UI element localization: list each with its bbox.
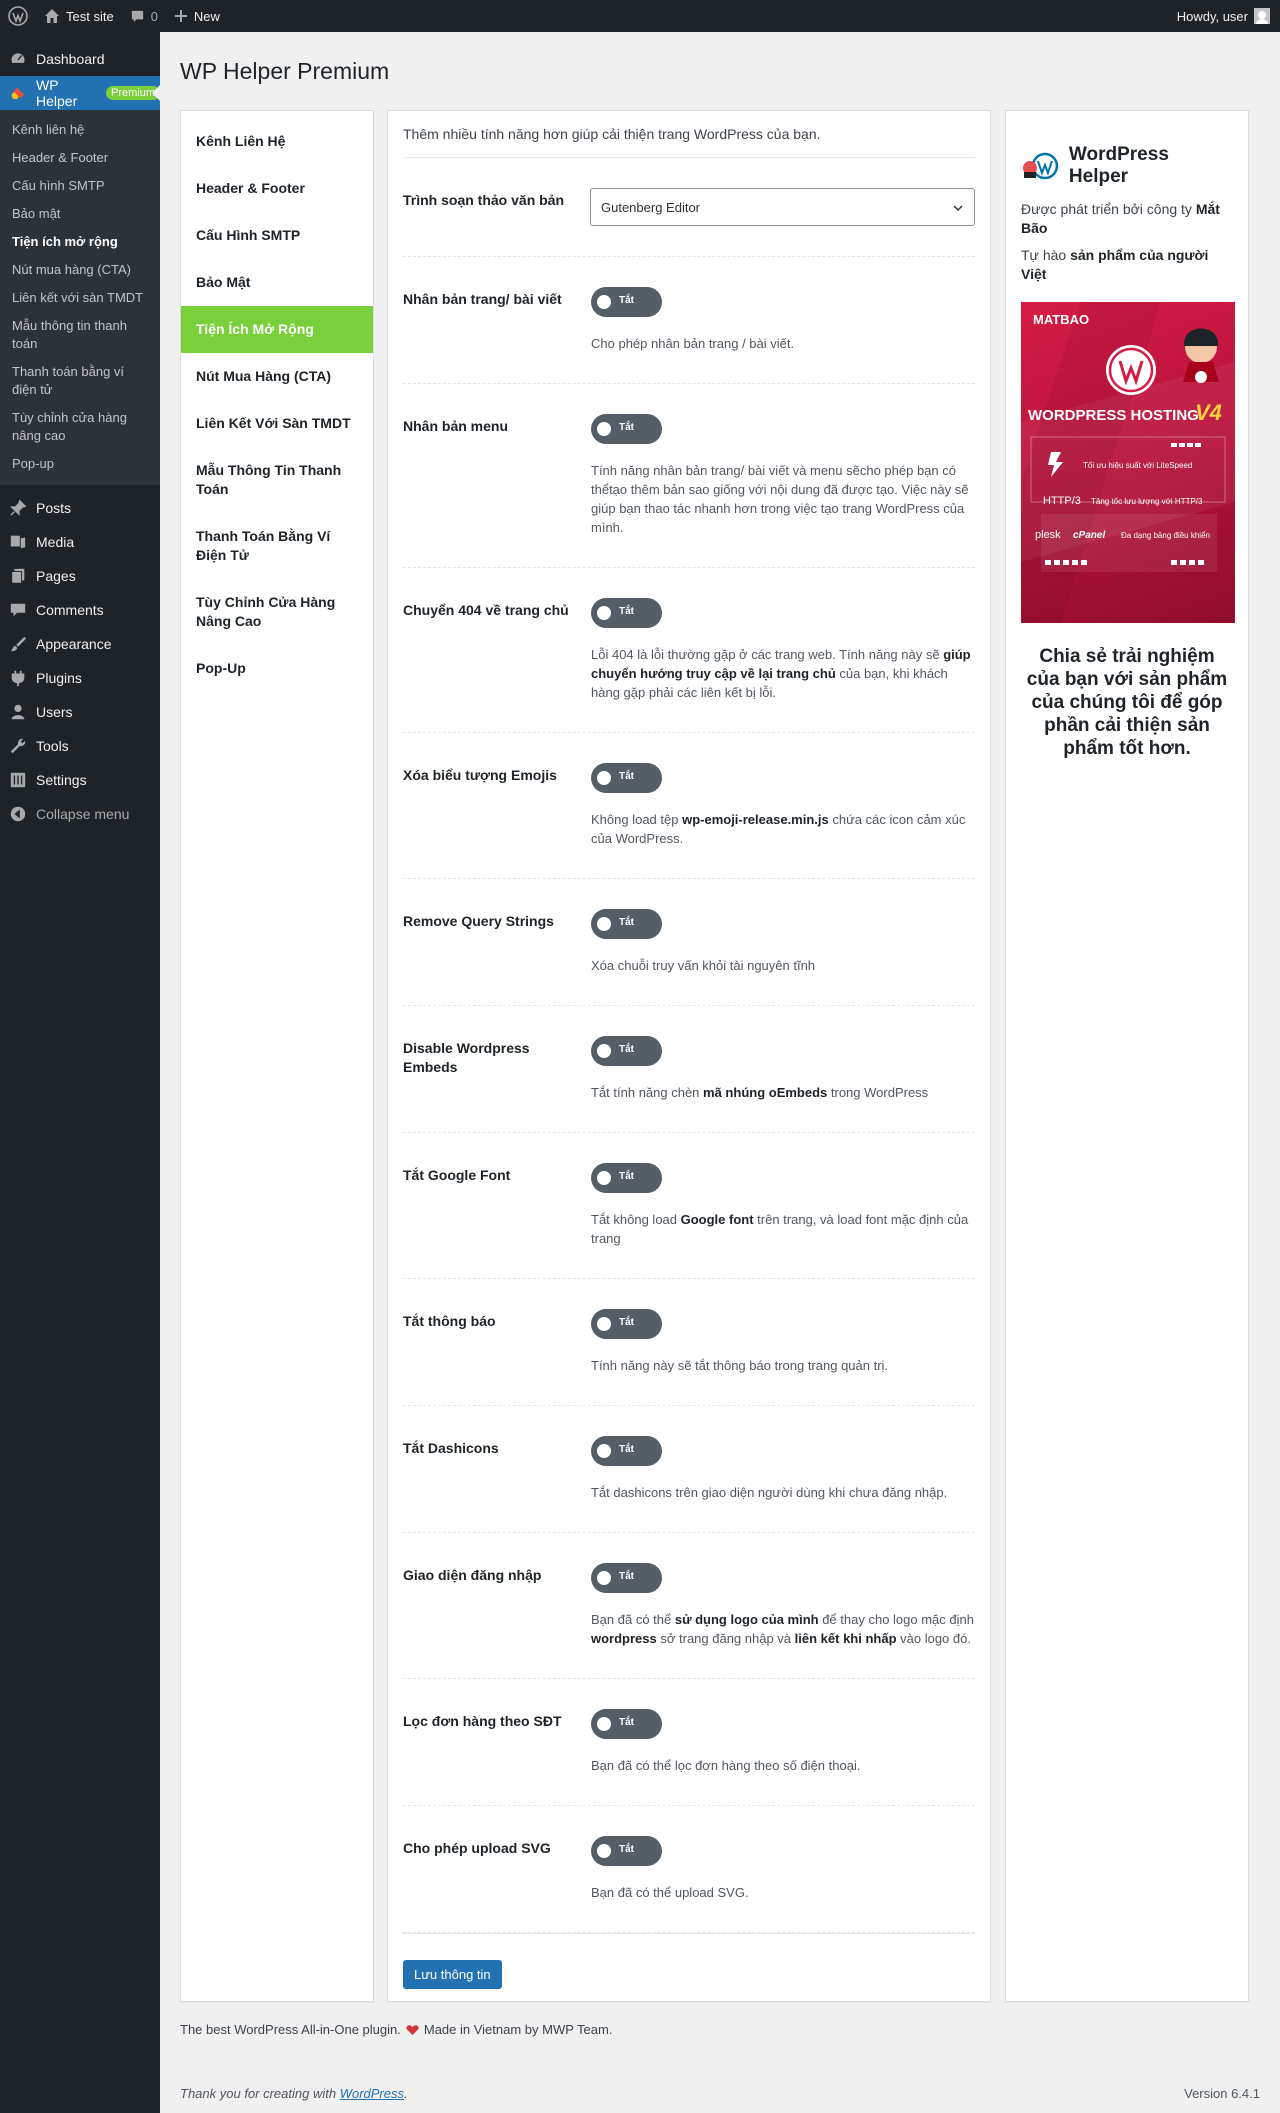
setting-row-editor	[403, 158, 975, 257]
query-strings-toggle[interactable]	[591, 909, 662, 939]
menu-settings-label: Settings	[36, 772, 87, 788]
toggle-state: Tắt	[619, 1717, 634, 1728]
menu-wphelper-label: WP Helper	[36, 77, 78, 109]
setting-label: Cho phép upload SVG	[403, 1840, 551, 1856]
setting-row-query-strings	[403, 879, 975, 1006]
setting-row-google-font	[403, 1133, 975, 1279]
premium-badge: Premium	[106, 86, 160, 100]
setting-desc: Không load tệp wp-emoji-release.min.js chứa các icon cảm xúc của WordPress.	[591, 812, 966, 846]
collapse-menu-label: Collapse menu	[36, 806, 130, 822]
wordpress-logo-icon[interactable]	[0, 0, 36, 32]
dashicons-toggle[interactable]	[591, 1436, 662, 1466]
setting-desc: Bạn đã có thể upload SVG.	[591, 1885, 749, 1900]
wphelper-logo-icon	[1021, 150, 1061, 182]
hosting-banner[interactable]	[1021, 302, 1235, 623]
setting-desc: Tắt dashicons trên giao diện người dùng khi chưa đăng nhập.	[591, 1485, 948, 1500]
settings-panel	[387, 110, 991, 2002]
banner-title: WORDPRESS HOSTING	[1028, 407, 1199, 424]
site-name: Test site	[66, 8, 114, 24]
home-icon	[44, 8, 60, 24]
setting-row-order-phone-filter	[403, 1679, 975, 1806]
menu-users[interactable]	[0, 695, 160, 729]
menu-plugins-label: Plugins	[36, 670, 82, 686]
toggle-state: Tắt	[619, 1444, 634, 1455]
setting-row-duplicate-menu	[403, 384, 975, 568]
menu-media[interactable]	[0, 525, 160, 559]
setting-label: Tắt Dashicons	[403, 1440, 499, 1456]
menu-appearance-label: Appearance	[36, 636, 112, 652]
tab-contact[interactable]: Kênh Liên Hệ	[196, 133, 286, 149]
tab-header-footer[interactable]: Header & Footer	[196, 180, 305, 196]
banner-cpanel: cPanel	[1073, 530, 1106, 541]
setting-row-duplicate-post	[403, 257, 975, 384]
google-font-toggle[interactable]	[591, 1163, 662, 1193]
setting-desc: Lỗi 404 là lỗi thường gặp ở các trang web. Tính năng này sẽ giúp chuyển hướng truy cập về lại trang chủ của bạn, khi khách hàng gặp phải các liên kết bị lỗi.	[591, 647, 971, 700]
tab-smtp[interactable]: Cấu Hình SMTP	[196, 227, 301, 243]
wp-version: Version 6.4.1	[1184, 2086, 1260, 2101]
setting-label: Nhân bản trang/ bài viết	[403, 291, 562, 307]
setting-desc: Tính năng này sẽ tắt thông báo trong trang quản trị.	[591, 1358, 889, 1373]
menu-dashboard[interactable]	[0, 42, 160, 76]
notifications-toggle[interactable]	[591, 1309, 662, 1339]
menu-settings[interactable]	[0, 763, 160, 797]
menu-users-label: Users	[36, 704, 73, 720]
toggle-state: Tắt	[619, 1317, 634, 1328]
brand-name: WordPress Helper	[1068, 144, 1169, 187]
toggle-state: Tắt	[619, 1844, 634, 1855]
setting-desc: Xóa chuỗi truy vấn khỏi tài nguyên tĩnh	[591, 958, 816, 973]
toggle-state: Tắt	[619, 1044, 634, 1055]
plugin-footer-note	[180, 2022, 612, 2037]
setting-desc: Bạn đã có thể lọc đơn hàng theo số điện thoại.	[591, 1758, 861, 1773]
menu-pages[interactable]	[0, 559, 160, 593]
banner-version: V4	[1195, 400, 1222, 425]
banner-feature-1: Tối ưu hiệu suất với LiteSpeed	[1083, 461, 1193, 470]
plugin-info-panel	[1005, 110, 1249, 2002]
submenu-item[interactable]: Tùy chỉnh cửa hàng nâng cao	[12, 410, 127, 443]
tab-ewallet[interactable]: Thanh Toán Bằng Ví Điện Tử	[196, 528, 331, 563]
chevron-down-icon	[952, 202, 964, 214]
my-account[interactable]	[1177, 8, 1280, 24]
banner-feature-2: Tăng tốc lưu lượng với HTTP/3	[1091, 497, 1203, 506]
login-ui-toggle[interactable]	[591, 1563, 662, 1593]
avatar	[1254, 8, 1270, 24]
setting-desc: Tắt tính năng chèn mã nhúng oEmbeds trong WordPress	[591, 1085, 929, 1100]
plus-icon	[174, 9, 188, 23]
tab-extensions[interactable]: Tiện Ích Mở Rộng	[181, 306, 373, 353]
embeds-toggle[interactable]	[591, 1036, 662, 1066]
svg-upload-toggle[interactable]	[591, 1836, 662, 1866]
tab-store-custom[interactable]: Tùy Chỉnh Cửa Hàng Nâng Cao	[196, 594, 336, 629]
pin-icon	[9, 499, 27, 517]
toggle-state: Tắt	[619, 1171, 634, 1182]
editor-select-value: Gutenberg Editor	[601, 199, 701, 215]
menu-media-label: Media	[36, 534, 75, 550]
duplicate-menu-toggle[interactable]	[591, 414, 662, 444]
dashboard-icon	[9, 50, 27, 68]
setting-desc: Cho phép nhân bản trang / bài viết.	[591, 336, 795, 351]
howdy-text: Howdy, user	[1176, 8, 1248, 24]
paintbrush-icon	[9, 635, 27, 653]
menu-dashboard-label: Dashboard	[36, 51, 105, 67]
collapse-icon	[9, 805, 27, 823]
page-title: WP Helper Premium	[180, 58, 390, 84]
banner-logo: MATBAO	[1033, 312, 1090, 327]
banner-http3: HTTP/3	[1043, 495, 1081, 507]
toggle-state: Tắt	[619, 606, 634, 617]
menu-comments[interactable]	[0, 593, 160, 627]
site-name-link[interactable]	[36, 0, 122, 32]
setting-label: Remove Query Strings	[403, 913, 554, 929]
tab-security[interactable]: Bảo Mật	[196, 274, 251, 290]
new-content-link[interactable]	[166, 0, 228, 32]
tab-payment-info[interactable]: Mẫu Thông Tin Thanh Toán	[196, 462, 342, 497]
share-feedback-text: Chia sẻ trải nghiệm của bạn với sản phẩm của chúng tôi để góp phần cải thiện sản phẩm tốt hơn.	[1026, 646, 1228, 759]
duplicate-post-toggle[interactable]	[591, 287, 662, 317]
submenu-item[interactable]: Nút mua hàng (CTA)	[12, 262, 131, 277]
banner-feature-3: Đa dạng bảng điều khiển	[1121, 531, 1210, 540]
menu-wphelper[interactable]	[0, 76, 160, 110]
setting-row-notifications	[403, 1279, 975, 1406]
hosting-banner-art	[1021, 302, 1235, 623]
users-icon	[9, 703, 27, 721]
footer-thanks: Thank you for creating with WordPress.	[180, 2086, 408, 2101]
tab-popup[interactable]: Pop-Up	[196, 660, 246, 676]
setting-label: Chuyển 404 về trang chủ	[403, 602, 569, 618]
toggle-state: Tắt	[619, 917, 634, 928]
setting-row-svg-upload	[403, 1806, 975, 1933]
footer-note-b: Made in Vietnam by MWP Team.	[423, 2022, 613, 2037]
setting-label: Xóa biểu tượng Emojis	[403, 767, 557, 783]
submenu-item[interactable]: Pop-up	[12, 456, 54, 471]
pride-line: Tự hào sản phẩm của người Việt	[1021, 247, 1209, 282]
menu-posts[interactable]	[0, 491, 160, 525]
comments-count: 0	[150, 8, 158, 24]
setting-label: Giao diện đăng nhập	[403, 1567, 542, 1583]
comments-link[interactable]	[122, 0, 166, 32]
setting-row-redirect-404	[403, 568, 975, 733]
footer-note-a: The best WordPress All-in-One plugin.	[180, 2022, 401, 2037]
toggle-state: Tắt	[619, 295, 634, 306]
submenu-item[interactable]: Liên kết với sàn TMDT	[12, 290, 144, 305]
comments-icon	[9, 601, 27, 619]
submenu-item[interactable]: Header & Footer	[12, 150, 109, 165]
menu-appearance[interactable]	[0, 627, 160, 661]
setting-row-remove-emojis	[403, 733, 975, 879]
submenu-item[interactable]: Kênh liên hệ	[12, 122, 85, 137]
submenu-item[interactable]: Mẫu thông tin thanh toán	[12, 318, 127, 351]
setting-desc: Bạn đã có thể sử dụng logo của mình để thay cho logo mặc định wordpress sở trang đăng nhập và liên kết khi nhấp vào logo đó.	[591, 1612, 974, 1646]
menu-posts-label: Posts	[36, 500, 72, 516]
comment-icon	[130, 9, 145, 24]
plugin-icon	[9, 669, 27, 687]
toggle-state: Tắt	[619, 771, 634, 782]
editor-select[interactable]	[590, 188, 975, 226]
wp-footer	[180, 2086, 1260, 2101]
tab-cta[interactable]: Nút Mua Hàng (CTA)	[196, 368, 332, 384]
heart-icon	[406, 2024, 419, 2036]
pages-icon	[9, 567, 27, 585]
setting-label: Trình soạn thảo văn bản	[403, 192, 565, 208]
banner-plesk: plesk	[1035, 529, 1061, 541]
settings-icon	[9, 771, 27, 789]
setting-label: Disable Wordpress Embeds	[403, 1040, 530, 1075]
menu-comments-label: Comments	[36, 602, 104, 618]
wordpress-link[interactable]: WordPress	[339, 2086, 404, 2101]
submenu-item[interactable]: Thanh toán bằng ví điện tử	[12, 364, 125, 397]
setting-label: Tắt thông báo	[403, 1313, 496, 1329]
intro-text: Thêm nhiều tính năng hơn giúp cải thiện trang WordPress của bạn.	[403, 111, 975, 158]
setting-label: Lọc đơn hàng theo SĐT	[403, 1713, 562, 1729]
setting-desc: Tắt không load Google font trên trang, và load font mặc định của trang	[591, 1212, 969, 1246]
toggle-state: Tắt	[619, 1571, 634, 1582]
setting-label: Nhân bản menu	[403, 418, 509, 434]
save-button[interactable]: Lưu thông tin	[403, 1960, 502, 1989]
developer-line: Được phát triển bởi công ty Mắt Bão	[1021, 201, 1220, 236]
remove-emojis-toggle[interactable]	[591, 763, 662, 793]
wphelper-icon	[9, 84, 27, 102]
media-icon	[9, 533, 27, 551]
redirect-404-toggle[interactable]	[591, 598, 662, 628]
toggle-state: Tắt	[619, 422, 634, 433]
order-phone-filter-toggle[interactable]	[591, 1709, 662, 1739]
admin-bar	[0, 0, 1280, 32]
setting-row-embeds	[403, 1006, 975, 1133]
setting-desc: Tính năng nhân bản trang/ bài viết và menu sẽcho phép bạn có thểtạo thêm bản sao giống với nội dung đã được tạo. Việc này sẽ giúp bạn thao tác nhanh hơn trong việc tạo trang WordPress của mình.	[591, 463, 969, 535]
menu-plugins[interactable]	[0, 661, 160, 695]
new-label: New	[193, 8, 220, 24]
wrench-icon	[9, 737, 27, 755]
tab-marketplace[interactable]: Liên Kết Với Sàn TMDT	[196, 415, 351, 431]
collapse-menu-button[interactable]	[0, 797, 160, 831]
settings-tabs	[180, 110, 374, 2002]
menu-tools[interactable]	[0, 729, 160, 763]
submenu-item-current[interactable]: Tiện ích mở rộng	[12, 234, 118, 249]
menu-tools-label: Tools	[36, 738, 69, 754]
setting-label: Tắt Google Font	[403, 1167, 511, 1183]
submenu-item[interactable]: Cấu hình SMTP	[12, 178, 105, 193]
brand	[1021, 144, 1233, 188]
menu-pages-label: Pages	[36, 568, 76, 584]
admin-sidebar	[0, 32, 160, 2113]
wphelper-submenu	[0, 110, 160, 485]
setting-row-dashicons	[403, 1406, 975, 1533]
submenu-item[interactable]: Bảo mật	[12, 206, 61, 221]
setting-row-login-ui	[403, 1533, 975, 1679]
